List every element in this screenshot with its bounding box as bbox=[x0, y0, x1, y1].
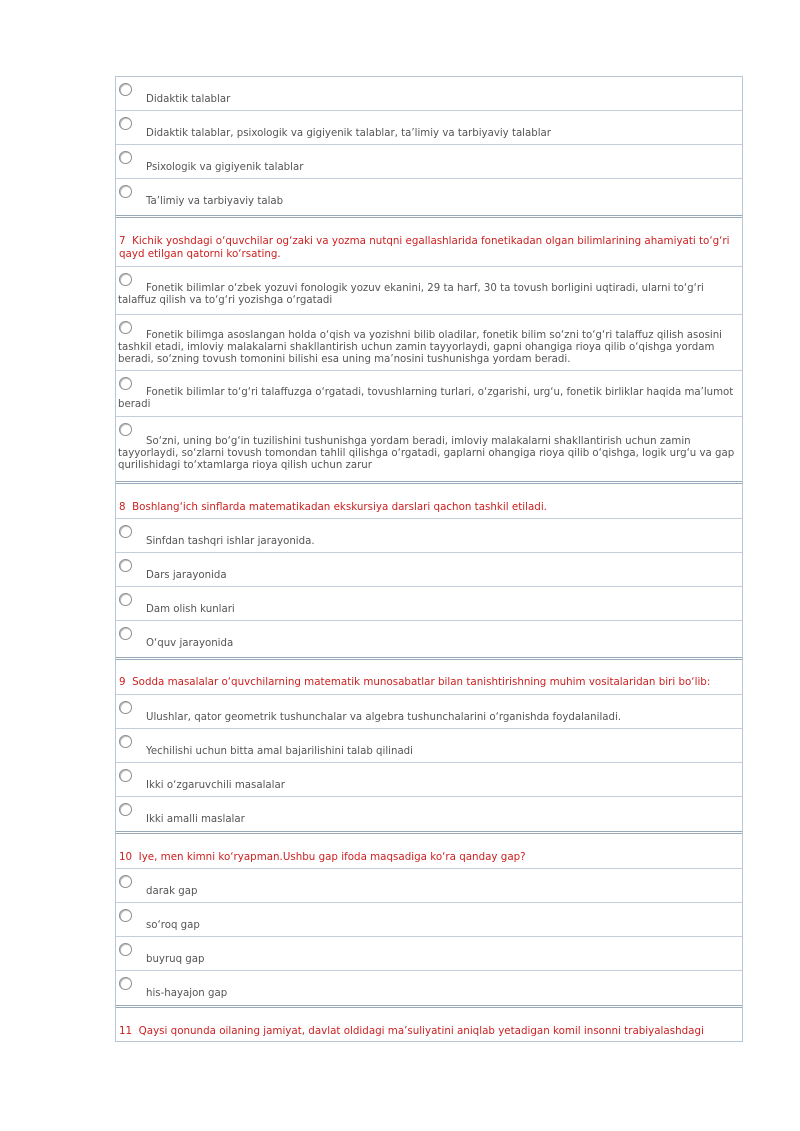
radio-button[interactable] bbox=[119, 701, 132, 714]
question-separator bbox=[116, 481, 742, 484]
option-text: Ikki amalli maslalar bbox=[146, 814, 245, 825]
option-6a[interactable] bbox=[116, 77, 742, 111]
option-text: O‘quv jarayonida bbox=[146, 638, 234, 649]
option-8c[interactable] bbox=[116, 587, 742, 621]
option-text: Dam olish kunlari bbox=[146, 604, 235, 615]
option-6d[interactable] bbox=[116, 179, 742, 213]
question-body: Kichik yoshdagi o‘quvchilar og‘zaki va yozma nutqni egallashlarida fonetikadan olgan bilimlarining ahamiyati to‘g‘ri qayd etilgan qatorni ko‘rsating. bbox=[119, 235, 730, 260]
option-10c[interactable] bbox=[116, 937, 742, 971]
option-text: Didaktik talablar bbox=[146, 94, 231, 105]
radio-button[interactable] bbox=[119, 151, 132, 164]
option-7d[interactable] bbox=[116, 417, 742, 479]
question-text bbox=[119, 676, 736, 689]
option-8d[interactable] bbox=[116, 621, 742, 655]
option-text: Ulushlar, qator geometrik tushunchalar va algebra tushunchalarini o‘rganishda foydalaniladi. bbox=[146, 712, 622, 723]
radio-button[interactable] bbox=[119, 977, 132, 990]
question-11 bbox=[116, 1019, 742, 1043]
radio-button[interactable] bbox=[119, 943, 132, 956]
option-10b[interactable] bbox=[116, 903, 742, 937]
question-body: Iye, men kimni ko‘ryapman.Ushbu gap ifoda maqsadiga ko‘ra qanday gap? bbox=[138, 851, 526, 863]
option-10a[interactable] bbox=[116, 869, 742, 903]
option-text: Fonetik bilimga asoslangan holda o‘qish va yozishni bilib oladilar, fonetik bilim so‘zni to‘g‘ri talaffuz qilish asosini tashkil etadi, imloviy malakalarni shakllantirish uchun zamin tayyorlaydi, gapni ohangiga rioya qilib o‘qishga yordam beradi, so‘zning tovush tomonini bilishi esa uning ma’nosini tushunishga yordam beradi. bbox=[118, 330, 723, 365]
option-text: so‘roq gap bbox=[146, 920, 200, 931]
option-6b[interactable] bbox=[116, 111, 742, 145]
option-9a[interactable] bbox=[116, 695, 742, 729]
question-text bbox=[119, 501, 736, 514]
question-body: Sodda masalalar o‘quvchilarning matematik munosabatlar bilan tanishtirishning muhim vositalaridan biri bo‘lib: bbox=[132, 676, 711, 688]
question-body: Qaysi qonunda oilaning jamiyat, davlat oldidagi ma’suliyatini aniqlab yetadigan komil insonni trabiyalashdagi bbox=[138, 1025, 704, 1037]
question-separator bbox=[116, 215, 742, 218]
option-text: So‘zni, uning bo‘g‘in tuzilishini tushunishga yordam beradi, imloviy malakalarni shakllantirish uchun zamin tayyorlaydi, so‘zlarni tovush tomondan tahlil qilishga o‘rgatadi, gaplarni ohangiga rioya qilib o‘qishga, logik urg‘u va gap qurilishidagi to‘xtamlarga rioya qilish uchun zarur bbox=[118, 436, 735, 471]
question-9 bbox=[116, 671, 742, 695]
option-text: Didaktik talablar, psixologik va gigiyenik talablar, ta’limiy va tarbiyaviy talablar bbox=[146, 128, 551, 139]
option-10d[interactable] bbox=[116, 971, 742, 1005]
question-text bbox=[119, 1025, 736, 1038]
radio-button[interactable] bbox=[119, 83, 132, 96]
option-text: his-hayajon gap bbox=[146, 988, 228, 999]
option-7b[interactable] bbox=[116, 315, 742, 371]
question-text bbox=[119, 851, 736, 864]
option-text: Ikki o‘zgaruvchili masalalar bbox=[146, 780, 285, 791]
radio-button[interactable] bbox=[119, 559, 132, 572]
radio-button[interactable] bbox=[119, 769, 132, 782]
question-8 bbox=[116, 495, 742, 519]
question-text bbox=[119, 235, 736, 261]
radio-button[interactable] bbox=[119, 875, 132, 888]
radio-button[interactable] bbox=[119, 525, 132, 538]
option-8a[interactable] bbox=[116, 519, 742, 553]
option-text: Psixologik va gigiyenik talablar bbox=[146, 162, 304, 173]
question-separator bbox=[116, 657, 742, 660]
option-6c[interactable] bbox=[116, 145, 742, 179]
question-separator bbox=[116, 1005, 742, 1008]
option-9b[interactable] bbox=[116, 729, 742, 763]
question-number: 9 bbox=[119, 676, 126, 688]
question-body: Boshlang‘ich sinflarda matematikadan ekskursiya darslari qachon tashkil etiladi. bbox=[132, 501, 547, 513]
radio-button[interactable] bbox=[119, 627, 132, 640]
radio-button[interactable] bbox=[119, 423, 132, 436]
radio-button[interactable] bbox=[119, 803, 132, 816]
option-text: Yechilishi uchun bitta amal bajarilishini talab qilinadi bbox=[146, 746, 413, 757]
option-8b[interactable] bbox=[116, 553, 742, 587]
option-7c[interactable] bbox=[116, 371, 742, 417]
question-10 bbox=[116, 845, 742, 869]
test-sheet bbox=[115, 76, 743, 1042]
question-7 bbox=[116, 229, 742, 267]
question-number: 7 bbox=[119, 235, 126, 247]
option-9d[interactable] bbox=[116, 797, 742, 831]
option-text: Fonetik bilimlar to‘g‘ri talaffuzga o‘rgatadi, tovushlarning turlari, o‘zgarishi, urg‘u, fonetik birliklar haqida ma’lumot beradi bbox=[118, 387, 734, 410]
option-9c[interactable] bbox=[116, 763, 742, 797]
radio-button[interactable] bbox=[119, 117, 132, 130]
radio-button[interactable] bbox=[119, 185, 132, 198]
option-text: buyruq gap bbox=[146, 954, 205, 965]
option-7a[interactable] bbox=[116, 267, 742, 315]
option-text: Sinfdan tashqri ishlar jarayonida. bbox=[146, 536, 315, 547]
question-number: 8 bbox=[119, 501, 126, 513]
question-number: 11 bbox=[119, 1025, 133, 1037]
question-number: 10 bbox=[119, 851, 133, 863]
radio-button[interactable] bbox=[119, 735, 132, 748]
option-text: darak gap bbox=[146, 886, 198, 897]
radio-button[interactable] bbox=[119, 909, 132, 922]
radio-button[interactable] bbox=[119, 593, 132, 606]
option-text: Fonetik bilimlar o‘zbek yozuvi fonologik yozuv ekanini, 29 ta harf, 30 ta tovush borligini uqtiradi, ularni to‘g‘ri talaffuz qilish va to‘g‘ri yozishga o‘rgatadi bbox=[118, 283, 704, 306]
option-text: Dars jarayonida bbox=[146, 570, 227, 581]
option-text: Ta’limiy va tarbiyaviy talab bbox=[146, 196, 284, 207]
question-separator bbox=[116, 831, 742, 834]
